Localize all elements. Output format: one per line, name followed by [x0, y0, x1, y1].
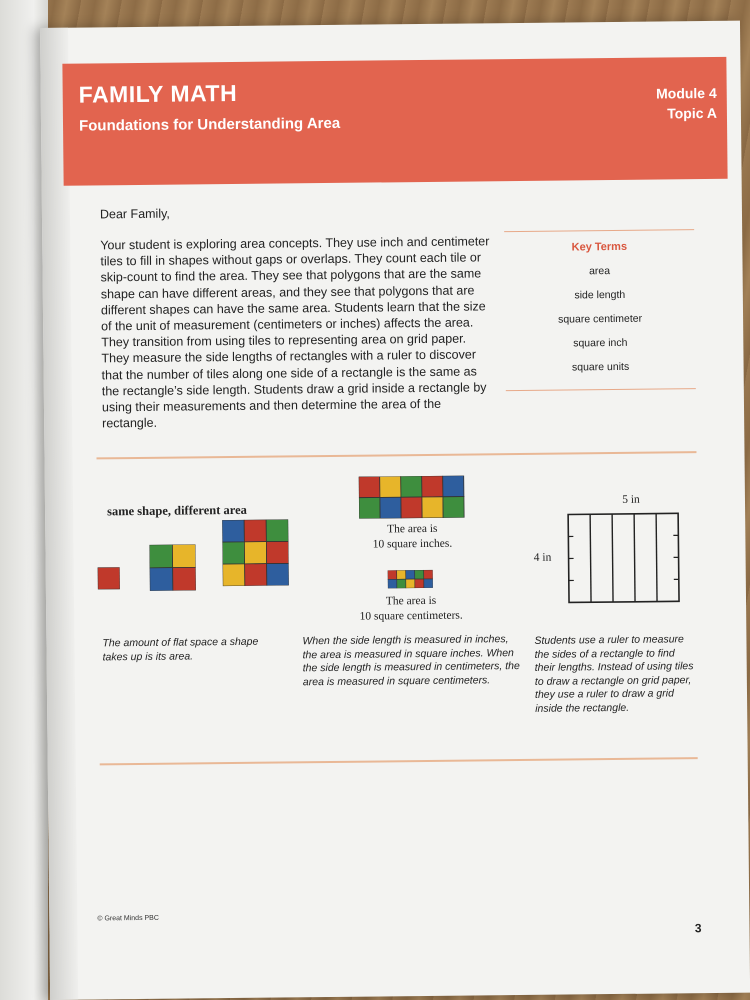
key-term-square-inch: square inch — [573, 336, 628, 350]
topic-label: Topic A — [667, 104, 718, 122]
four-tile-square — [149, 544, 195, 590]
copyright: © Great Minds PBC — [97, 914, 159, 923]
height-label: 4 in — [533, 551, 552, 564]
one-tile-square — [98, 567, 120, 589]
key-terms-top-rule — [504, 229, 694, 232]
inch-area-caption — [349, 521, 475, 552]
width-label: 5 in — [622, 493, 640, 506]
inch-caption-line1: The area is — [386, 522, 438, 536]
letter-body: Your student is exploring area concepts. They use inch and centimeter tiles to fill in shapes without gaps or overlaps. They count each tile or skip-count to find the area. They see that polygons that are the same shape can have different areas, and they see that polygons that are different shapes can have the same area. Students learn that the size of the unit of measurement (centimeters or inches) affects the area. They transition from using tiles to representing area on grid paper. They measure the side lengths of rectangles with a ruler to discover that the number of tiles along one side of a rectangle is the same as the rectangle’s side length. Students draw a grid inside a rectangle by using their measurements and then determine the area of the rectangle. — [100, 234, 490, 431]
same-shape-label: same shape, different area — [106, 502, 247, 519]
cm-caption-line1: The area is — [385, 594, 437, 608]
ruler-grid-rectangle — [565, 509, 682, 606]
key-terms-bottom-rule — [506, 388, 696, 391]
key-term-square-units: square units — [571, 360, 630, 374]
note-units: When the side length is measured in inches, the area is measured in square inches. When the side length is measured in centimeters, the area is measured in square centimeters. — [302, 633, 520, 688]
key-term-square-centimeter: square centimeter — [557, 312, 643, 326]
key-term-area: area — [588, 265, 611, 278]
section-divider-top — [97, 451, 697, 459]
centimeter-tiles-rectangle — [388, 570, 433, 588]
key-term-side-length: side length — [574, 288, 626, 302]
key-terms-box — [504, 219, 696, 401]
module-label: Module 4 — [655, 84, 717, 102]
workbook-page — [40, 21, 750, 1000]
section-divider-bottom — [100, 757, 698, 765]
inch-caption-line2: 10 square inches. — [372, 537, 453, 551]
note-ruler-grid: Students use a ruler to measure the sides of a rectangle to find their lengths. Instead of using tiles to draw a rectangle on grid paper, they use a ruler to draw a grid inside the rectangle. — [534, 633, 694, 715]
page-number: 3 — [694, 921, 702, 936]
module-topic — [656, 83, 717, 124]
letter-greeting: Dear Family, — [99, 206, 170, 222]
cm-caption-line2: 10 square centimeters. — [359, 609, 463, 623]
page-subtitle: Foundations for Understanding Area — [78, 114, 341, 135]
inch-tiles-rectangle — [359, 476, 465, 519]
key-terms-heading: Key Terms — [571, 240, 628, 254]
note-area-definition: The amount of flat space a shape takes up is its area. — [102, 635, 259, 663]
nine-tile-square — [222, 519, 289, 586]
cm-area-caption — [336, 593, 486, 625]
page-title: FAMILY MATH — [78, 79, 238, 108]
